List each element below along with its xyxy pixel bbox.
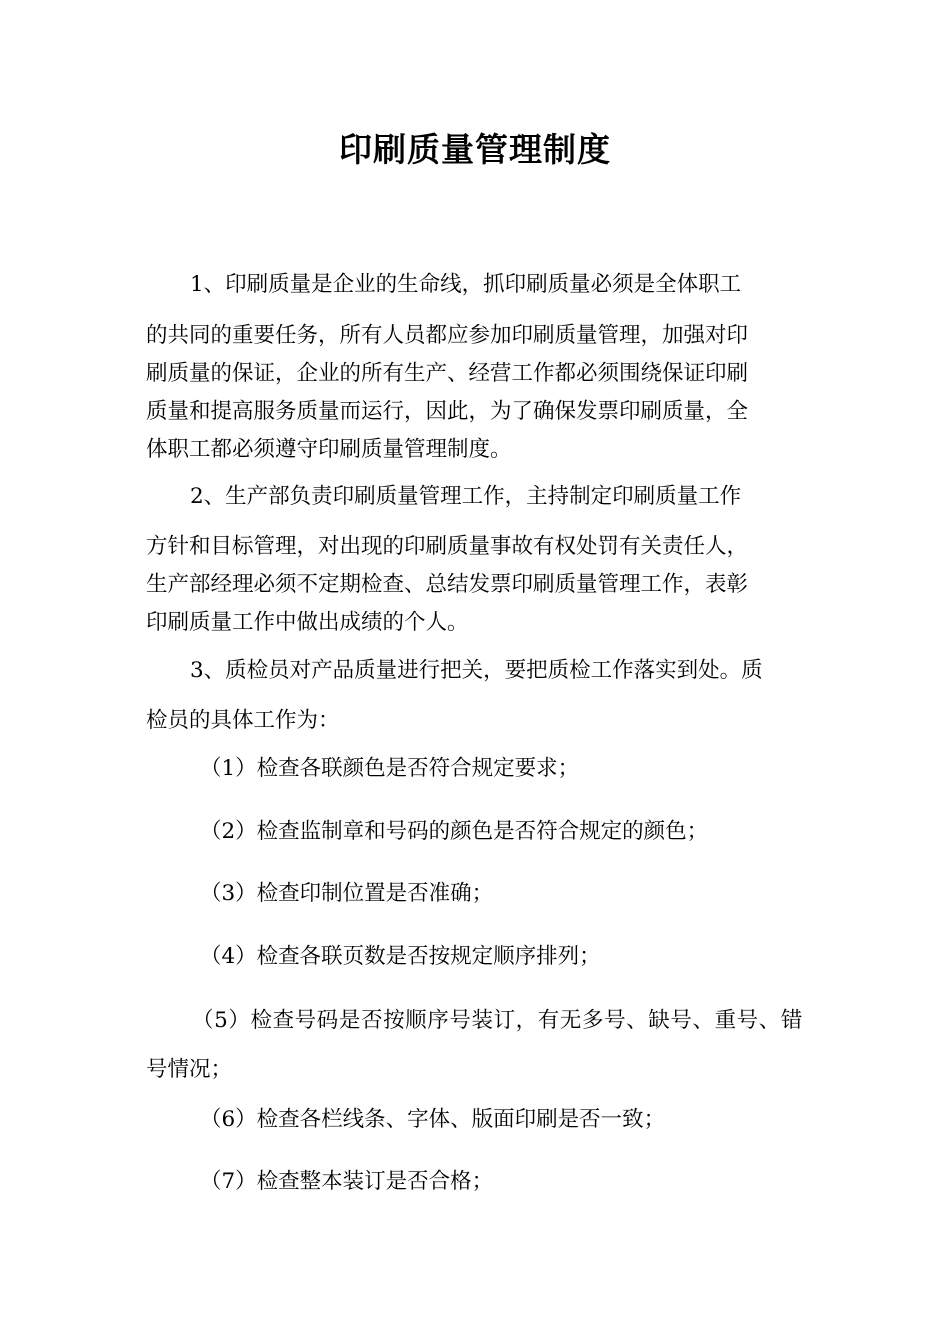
paragraph-3-body [146, 702, 808, 740]
paragraph-2-body [146, 528, 808, 642]
paragraph-line: 质量和提高服务质量而运行，因此，为了确保发票印刷质量，全 [146, 399, 749, 424]
paragraph-line: 2、生产部负责印刷质量管理工作，主持制定印刷质量工作 [190, 484, 742, 509]
paragraph-line: 印刷质量工作中做出成绩的个人。 [146, 610, 469, 635]
paragraph-line: 刷质量的保证，企业的所有生产、经营工作都必须围绕保证印刷 [146, 361, 749, 386]
paragraph-line: 的共同的重要任务，所有人员都应参加印刷质量管理，加强对印 [146, 323, 749, 348]
paragraph-line: 检员的具体工作为： [146, 708, 340, 733]
inspection-item-4: （4）检查各联页数是否按规定顺序排列； [200, 944, 601, 969]
paragraph-line: 方针和目标管理，对出现的印刷质量事故有权处罚有关责任人， [146, 534, 749, 559]
inspection-item-1: （1）检查各联颜色是否符合规定要求； [200, 756, 580, 781]
paragraph-1 [146, 266, 808, 304]
inspection-item-3: （3）检查印制位置是否准确； [200, 881, 494, 906]
inspection-item-5-continued: 号情况； [146, 1057, 233, 1082]
paragraph-line: 生产部经理必须不定期检查、总结发票印刷质量管理工作，表彰 [146, 572, 749, 597]
paragraph-3 [146, 652, 808, 690]
inspection-item-6: （6）检查各栏线条、字体、版面印刷是否一致； [200, 1107, 666, 1132]
document-title: 印刷质量管理制度 [339, 130, 611, 169]
paragraph-1-body [146, 317, 808, 469]
paragraph-2 [146, 478, 808, 516]
inspection-item-2: （2）检查监制章和号码的颜色是否符合规定的颜色； [200, 819, 709, 844]
inspection-item-5: （5）检查号码是否按顺序号装订，有无多号、缺号、重号、错 [192, 1008, 803, 1033]
paragraph-line: 1、印刷质量是企业的生命线，抓印刷质量必须是全体职工 [190, 272, 742, 297]
paragraph-line: 3、质检员对产品质量进行把关，要把质检工作落实到处。质 [190, 658, 763, 683]
paragraph-line: 体职工都必须遵守印刷质量管理制度。 [146, 437, 512, 462]
inspection-item-7: （7）检查整本装订是否合格； [200, 1169, 494, 1194]
